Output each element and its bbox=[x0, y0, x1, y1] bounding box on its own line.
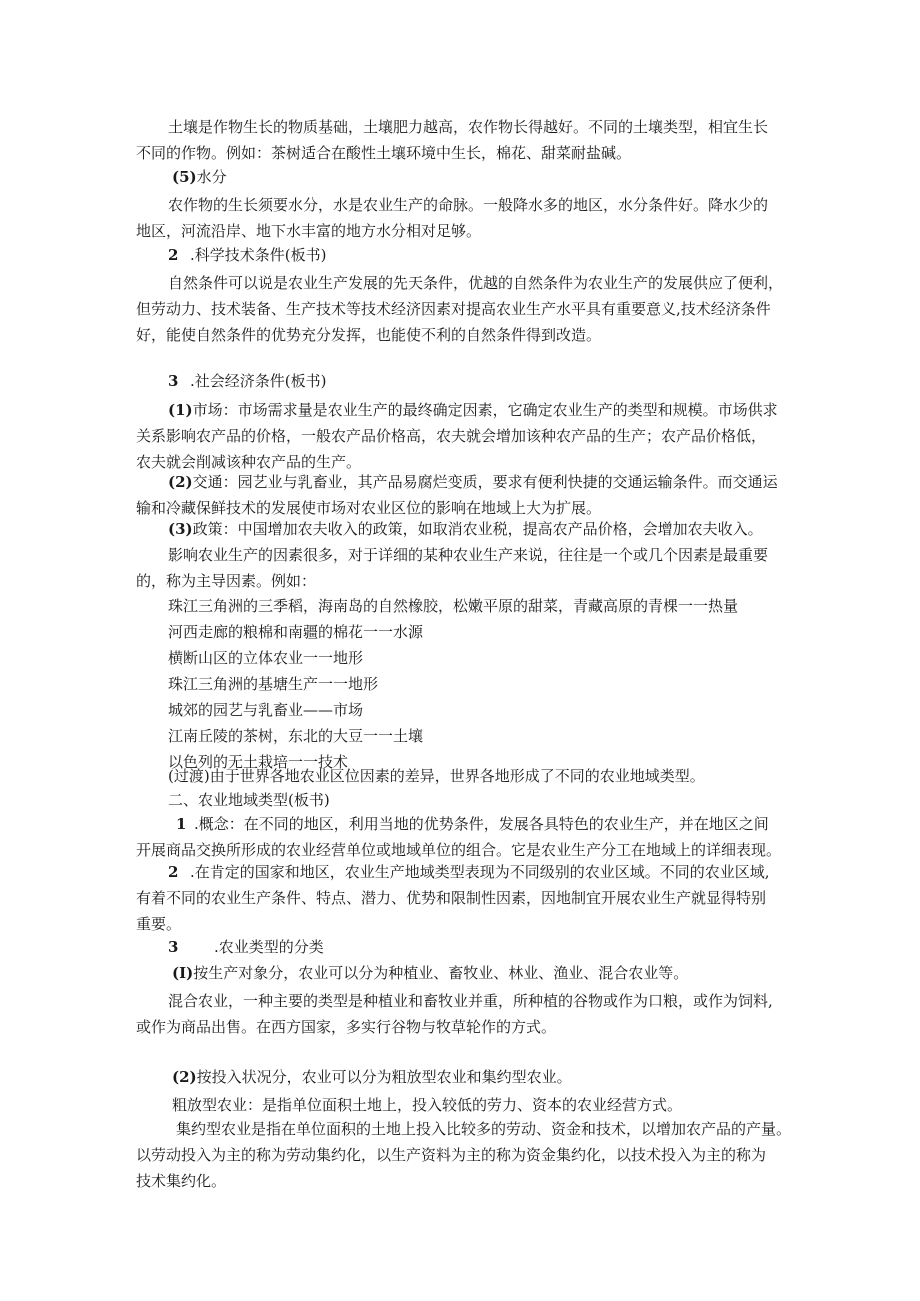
paragraph-by-production-object bbox=[172, 960, 832, 986]
paragraph-market bbox=[136, 397, 796, 475]
item-number: 2 bbox=[168, 246, 179, 264]
heading-text: .科学技术条件(板书) bbox=[190, 246, 327, 264]
item-number: (2) bbox=[172, 1068, 197, 1086]
text-line: 市场：市场需求量是农业生产的最终确定因素，它确定农业生产的类型和规模。市场供求 bbox=[192, 401, 778, 419]
section-heading-agricultural-regions bbox=[168, 787, 828, 813]
heading-social-economic bbox=[168, 368, 828, 394]
text-line: 关系影响农产品的价格，一般农产品价格高，农夫就会增加该种农产品的生产；农产品价格低， bbox=[136, 427, 767, 445]
text-line: (过渡)由于世界各地农业区位因素的差异，世界各地形成了不同的农业地域类型。 bbox=[168, 767, 705, 785]
item-number: (3) bbox=[168, 520, 193, 538]
item-number: (5) bbox=[172, 168, 197, 186]
paragraph-water bbox=[136, 192, 796, 244]
item-number: (1) bbox=[168, 401, 193, 419]
paragraph-intensive-farming bbox=[136, 1116, 796, 1194]
text-line: 技术集约化。 bbox=[136, 1172, 227, 1190]
text-line: 好，能使自然条件的优势充分发挥，也能使不利的自然条件得到改造。 bbox=[136, 326, 602, 344]
item-number: (I) bbox=[172, 964, 194, 982]
section-title: 二、农业地域类型(板书) bbox=[168, 791, 330, 809]
text-line: 混合农业，一种主要的类型是种植业和畜牧业并重，所种植的谷物或作为口粮，或作为饲料, bbox=[168, 992, 773, 1010]
list-item: 江南丘陵的茶树，东北的大豆一一土壤 bbox=[168, 727, 424, 745]
heading-text: .社会经济条件(板书) bbox=[190, 372, 327, 390]
text-line: 按投入状况分，农业可以分为粗放型农业和集约型农业。 bbox=[196, 1068, 572, 1086]
text-line: .在肯定的国家和地区，农业生产地域类型表现为不同级别的农业区域。不同的农业区域, bbox=[190, 863, 770, 881]
list-item: 以色列的无土栽培一一技术 bbox=[168, 753, 349, 771]
paragraph-soil bbox=[136, 114, 796, 166]
text-line: 农作物的生长须要水分，水是农业生产的命脉。一般降水多的地区，水分条件好。降水少的 bbox=[168, 196, 769, 214]
text-line: 农夫就会削减该种农产品的生产。 bbox=[136, 453, 362, 471]
paragraph-mixed-farming bbox=[136, 988, 796, 1040]
item-number: 3 bbox=[168, 938, 179, 956]
text-line: 但劳动力、技术装备、生产技术等技术经济因素对提高农业生产水平具有重要意义,技术经济条件 bbox=[136, 300, 771, 318]
heading-text: .农业类型的分类 bbox=[214, 938, 324, 956]
text-line: 按生产对象分，农业可以分为种植业、畜牧业、林业、渔业、混合农业等。 bbox=[193, 964, 689, 982]
text-line: 重要。 bbox=[136, 915, 182, 933]
item-number: 1 bbox=[176, 815, 187, 833]
heading-science-tech bbox=[168, 242, 828, 268]
paragraph-natural-conditions bbox=[136, 270, 796, 348]
text-line: 粗放型农业：是指单位面积土地上，投入较低的劳力、资本的农业经营方式。 bbox=[172, 1096, 683, 1114]
text-line: 以劳动投入为主的称为劳动集约化，以生产资料为主的称为资金集约化，以技术投入为主的称为 bbox=[136, 1146, 767, 1164]
text-line: 或作为商品出售。在西方国家，多实行谷物与牧草轮作的方式。 bbox=[136, 1018, 557, 1036]
list-item: 横断山区的立体农业一一地形 bbox=[168, 649, 364, 667]
list-item: 河西走廊的粮棉和南疆的棉花一一水源 bbox=[168, 623, 424, 641]
text-line: 影响农业生产的因素很多，对于详细的某种农业生产来说，往往是一个或几个因素是最重要 bbox=[168, 546, 769, 564]
paragraph-dominant-factors bbox=[136, 542, 796, 594]
item-number: (2) bbox=[168, 473, 193, 491]
paragraph-extensive-farming bbox=[172, 1092, 832, 1118]
text-line: 交通：园艺业与乳畜业，其产品易腐烂变质，要求有便利快捷的交通运输条件。而交通运 bbox=[192, 473, 778, 491]
list-item: 珠江三角洲的基塘生产一一地形 bbox=[168, 675, 379, 693]
text-line: 有着不同的农业生产条件、特点、潜力、优势和限制性因素，因地制宜开展农业生产就显得特别 bbox=[136, 889, 767, 907]
text-line: 土壤是作物生长的物质基础，土壤肥力越高，农作物长得越好。不同的土壤类型，相宜生长 bbox=[168, 118, 769, 136]
paragraph-policy bbox=[136, 516, 796, 542]
text-line: 政策：中国增加农夫收入的政策，如取消农业税，提高农产品价格，会增加农夫收入。 bbox=[192, 520, 763, 538]
text-line: 集约型农业是指在单位面积的土地上投入比较多的劳动、资金和技术，以增加农产品的产量。 bbox=[176, 1120, 792, 1138]
list-item: 城郊的园艺与乳畜业——市场 bbox=[168, 701, 364, 719]
text-line: 开展商品交换所形成的农业经营单位或地域单位的组合。它是农业生产分工在地域上的详细表现。 bbox=[136, 841, 782, 859]
text-line: .概念：在不同的地区，利用当地的优势条件，发展各具特色的农业生产，并在地区之间 bbox=[194, 815, 769, 833]
paragraph-concept bbox=[136, 811, 796, 863]
heading-classification bbox=[168, 934, 828, 960]
item-number: 3 bbox=[168, 372, 179, 390]
heading-water bbox=[172, 164, 832, 190]
paragraph-transport bbox=[136, 469, 796, 521]
text-line: 地区，河流沿岸、地下水丰富的地方水分相对足够。 bbox=[136, 222, 482, 240]
text-line: 自然条件可以说是农业生产发展的先天条件，优越的自然条件为农业生产的发展供应了便利， bbox=[168, 274, 784, 292]
examples-list bbox=[168, 593, 828, 775]
paragraph-by-input bbox=[172, 1064, 832, 1090]
paragraph-transition bbox=[168, 763, 828, 789]
list-item: 珠江三角洲的三季稻，海南岛的自然橡胶，松嫩平原的甜菜，青藏高原的青棵一一热量 bbox=[168, 597, 739, 615]
heading-text: 水分 bbox=[196, 168, 227, 186]
item-number: 2 bbox=[168, 863, 179, 881]
text-line: 不同的作物。例如：茶树适合在酸性土壤环境中生长，棉花、甜菜耐盐碱。 bbox=[136, 144, 632, 162]
text-line: 的，称为主导因素。例如： bbox=[136, 572, 317, 590]
paragraph-region-levels bbox=[136, 859, 796, 937]
text-line: 输和冷藏保鲜技术的发展使市场对农业区位的影响在地域上大为扩展。 bbox=[136, 499, 602, 517]
